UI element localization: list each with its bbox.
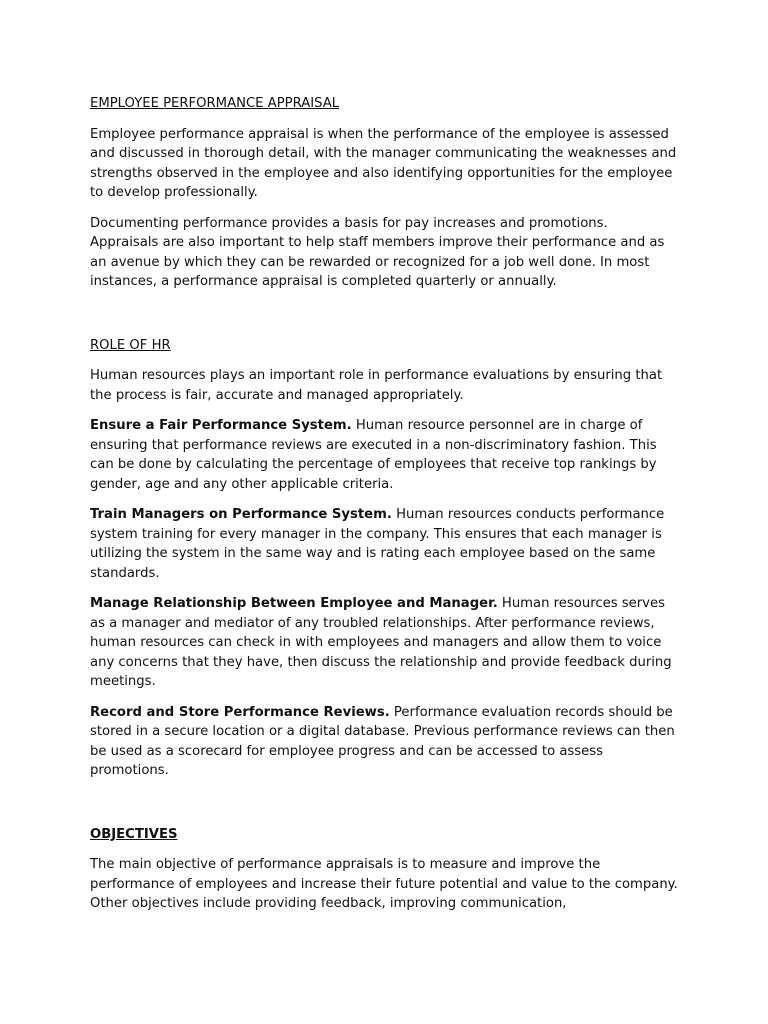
paragraph: Documenting performance provides a basis for pay increases and promotions. Appraisals are also important to help staff members improve their performance and as an avenue by which they can be rewarded or recognized for a job well done. In most instances, a performance appraisal is completed quarterly or annually. — [90, 215, 665, 289]
section-spacer — [90, 303, 680, 336]
paragraph: Human resources plays an important role in performance evaluations by ensuring that the process is fair, accurate and managed appropriately. — [90, 368, 663, 403]
role-item — [90, 594, 680, 692]
section-spacer — [90, 792, 680, 825]
role-item — [90, 703, 680, 781]
paragraph: Employee performance appraisal is when the performance of the employee is assessed and discussed in thorough detail, with the manager communicating the weaknesses and strengths observed in the employee and also identifying opportunities for the employee to develop professionally. — [90, 126, 677, 200]
role-item-title: Train Managers on Performance System. — [90, 507, 392, 522]
role-item — [90, 416, 680, 494]
section-heading-appraisal: EMPLOYEE PERFORMANCE APPRAISAL — [90, 96, 340, 111]
role-item-title: Ensure a Fair Performance System. — [90, 418, 352, 433]
paragraph: The main objective of performance appraisals is to measure and improve the performance of employees and increase their future potential and value to the company. Other objectives include providing feedback, improving communication, — [90, 857, 678, 911]
role-item-title: Manage Relationship Between Employee and Manager. — [90, 596, 498, 611]
role-item-text: Performance evaluation records should be stored in a secure location or a digital database. Previous performance reviews can then be used as a scorecard for employee progress and can be accessed to assess promotions. — [90, 704, 675, 778]
section-heading-role-of-hr: ROLE OF HR — [90, 337, 171, 353]
role-item-text: Human resource personnel are in charge of ensuring that performance reviews are executed in a non-discriminatory fashion. This can be done by calculating the percentage of employees that receive top rankings by gender, age and any other applicable criteria. — [90, 418, 657, 492]
section-heading-objectives: OBJECTIVES — [90, 826, 178, 842]
document-body — [90, 94, 680, 925]
role-item-text: Human resources conducts performance system training for every manager in the company. This ensures that each manager is utilizing the system in the same way and is rating each employee based on the same standards. — [90, 507, 665, 581]
role-item-title: Record and Store Performance Reviews. — [90, 704, 390, 720]
role-item-text: Human resources serves as a manager and mediator of any troubled relationships. After performance reviews, human resources can check in with employees and managers and allow them to voice any concerns that they have, then discuss the relationship and provide feedback during meetings. — [90, 596, 672, 689]
role-item — [90, 505, 680, 583]
